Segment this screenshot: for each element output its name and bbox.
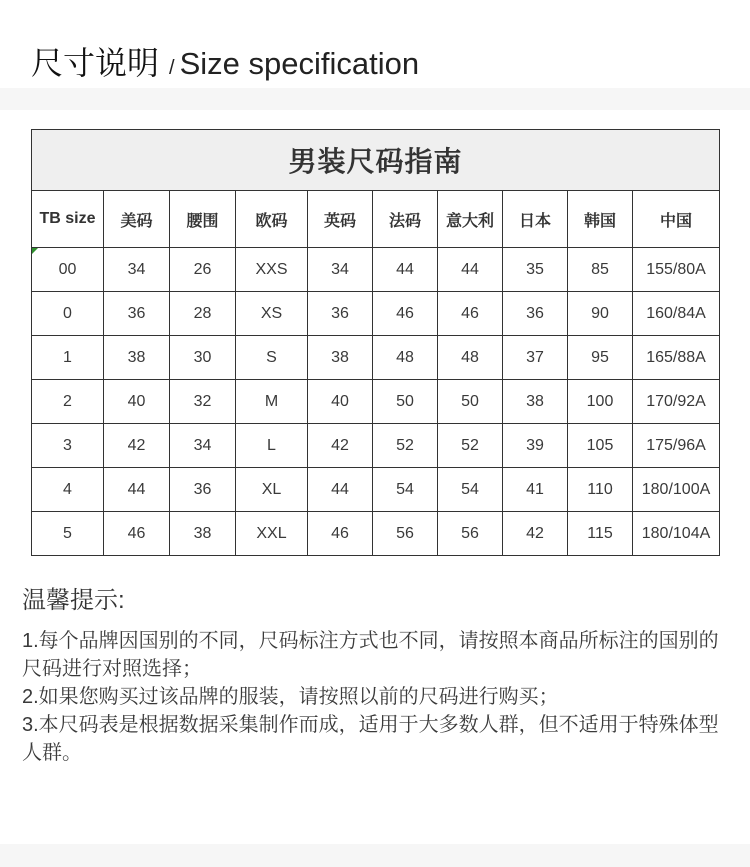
table-cell: 54 <box>373 468 438 512</box>
table-cell: 52 <box>373 424 438 468</box>
table-cell: XL <box>236 468 308 512</box>
table-cell: 26 <box>170 248 236 292</box>
table-cell: 44 <box>308 468 373 512</box>
column-header: 意大利 <box>438 191 503 248</box>
column-header: 韩国 <box>568 191 633 248</box>
table-cell: 95 <box>568 336 633 380</box>
table-cell: 1 <box>32 336 104 380</box>
table-body <box>32 248 720 556</box>
table-cell: 28 <box>170 292 236 336</box>
table-cell: 38 <box>503 380 568 424</box>
table-cell: 40 <box>308 380 373 424</box>
table-cell: 35 <box>503 248 568 292</box>
table-cell: 38 <box>170 512 236 556</box>
table-cell: XS <box>236 292 308 336</box>
table-cell: 56 <box>438 512 503 556</box>
table-cell: 37 <box>503 336 568 380</box>
table-title-row <box>32 130 720 191</box>
table-cell: 160/84A <box>633 292 720 336</box>
column-header: 英码 <box>308 191 373 248</box>
note-item: 3.本尺码表是根据数据采集制作而成，适用于大多数人群，但不适用于特殊体型人群。 <box>22 714 719 764</box>
table-cell: 105 <box>568 424 633 468</box>
column-header: 中国 <box>633 191 720 248</box>
table-cell: 3 <box>32 424 104 468</box>
table-cell: 38 <box>104 336 170 380</box>
table-cell: 180/104A <box>633 512 720 556</box>
table-cell: 00 <box>32 248 104 292</box>
column-header: TB size <box>32 191 104 248</box>
notes-list <box>22 627 734 767</box>
table-cell: 56 <box>373 512 438 556</box>
table-cell: 180/100A <box>633 468 720 512</box>
table-cell: 46 <box>104 512 170 556</box>
table-row <box>32 248 720 292</box>
column-header: 美码 <box>104 191 170 248</box>
table-cell: 42 <box>308 424 373 468</box>
table-row <box>32 336 720 380</box>
table-cell: 44 <box>104 468 170 512</box>
table-cell: 30 <box>170 336 236 380</box>
table-cell: 46 <box>308 512 373 556</box>
table-cell: 39 <box>503 424 568 468</box>
table-cell: 46 <box>373 292 438 336</box>
table-cell: 0 <box>32 292 104 336</box>
table-cell: 48 <box>438 336 503 380</box>
table-row <box>32 512 720 556</box>
column-header: 腰围 <box>170 191 236 248</box>
table-cell: 48 <box>373 336 438 380</box>
table-cell: 36 <box>503 292 568 336</box>
top-divider-band <box>0 88 750 110</box>
table-row <box>32 424 720 468</box>
table-cell: 44 <box>438 248 503 292</box>
column-header: 日本 <box>503 191 568 248</box>
table-cell: 50 <box>373 380 438 424</box>
cell-comment-marker-icon <box>32 248 38 254</box>
table-cell: XXL <box>236 512 308 556</box>
table-cell: 155/80A <box>633 248 720 292</box>
table-cell: 34 <box>170 424 236 468</box>
table-cell: 40 <box>104 380 170 424</box>
table-cell: 38 <box>308 336 373 380</box>
table-row <box>32 468 720 512</box>
table-cell: 46 <box>438 292 503 336</box>
table-cell: 4 <box>32 468 104 512</box>
table-cell: 36 <box>308 292 373 336</box>
table-cell: 5 <box>32 512 104 556</box>
notes-heading: 温馨提示: <box>22 587 125 614</box>
table-cell: 54 <box>438 468 503 512</box>
table-cell: 34 <box>308 248 373 292</box>
table-cell: 2 <box>32 380 104 424</box>
table-row <box>32 292 720 336</box>
table-cell: 36 <box>170 468 236 512</box>
table-cell: 42 <box>503 512 568 556</box>
page-header <box>31 40 419 86</box>
note-item: 2.如果您购买过该品牌的服装，请按照以前的尺码进行购买； <box>22 686 559 708</box>
table-cell: 36 <box>104 292 170 336</box>
table-cell: 41 <box>503 468 568 512</box>
column-header: 欧码 <box>236 191 308 248</box>
title-separator: / <box>169 57 175 79</box>
table-cell: 52 <box>438 424 503 468</box>
size-table <box>31 129 720 556</box>
table-cell: 50 <box>438 380 503 424</box>
page-title-en: Size specification <box>179 46 420 81</box>
table-cell: 110 <box>568 468 633 512</box>
table-cell: M <box>236 380 308 424</box>
table-row <box>32 380 720 424</box>
table-cell: L <box>236 424 308 468</box>
table-cell: 175/96A <box>633 424 720 468</box>
page-title-cn: 尺寸说明 <box>31 45 160 81</box>
table-cell: 44 <box>373 248 438 292</box>
table-cell: 170/92A <box>633 380 720 424</box>
table-cell: 100 <box>568 380 633 424</box>
table-cell: 115 <box>568 512 633 556</box>
table-cell: 34 <box>104 248 170 292</box>
table-header-row <box>32 191 720 248</box>
table-cell: 165/88A <box>633 336 720 380</box>
table-cell: 90 <box>568 292 633 336</box>
table-title: 男装尺码指南 <box>32 130 720 191</box>
table-cell: 42 <box>104 424 170 468</box>
table-cell: XXS <box>236 248 308 292</box>
column-header: 法码 <box>373 191 438 248</box>
bottom-divider-band <box>0 844 750 867</box>
table-cell: 32 <box>170 380 236 424</box>
note-item: 1.每个品牌因国别的不同，尺码标注方式也不同，请按照本商品所标注的国别的尺码进行对照选择； <box>22 630 719 680</box>
table-cell: 85 <box>568 248 633 292</box>
table-cell: S <box>236 336 308 380</box>
